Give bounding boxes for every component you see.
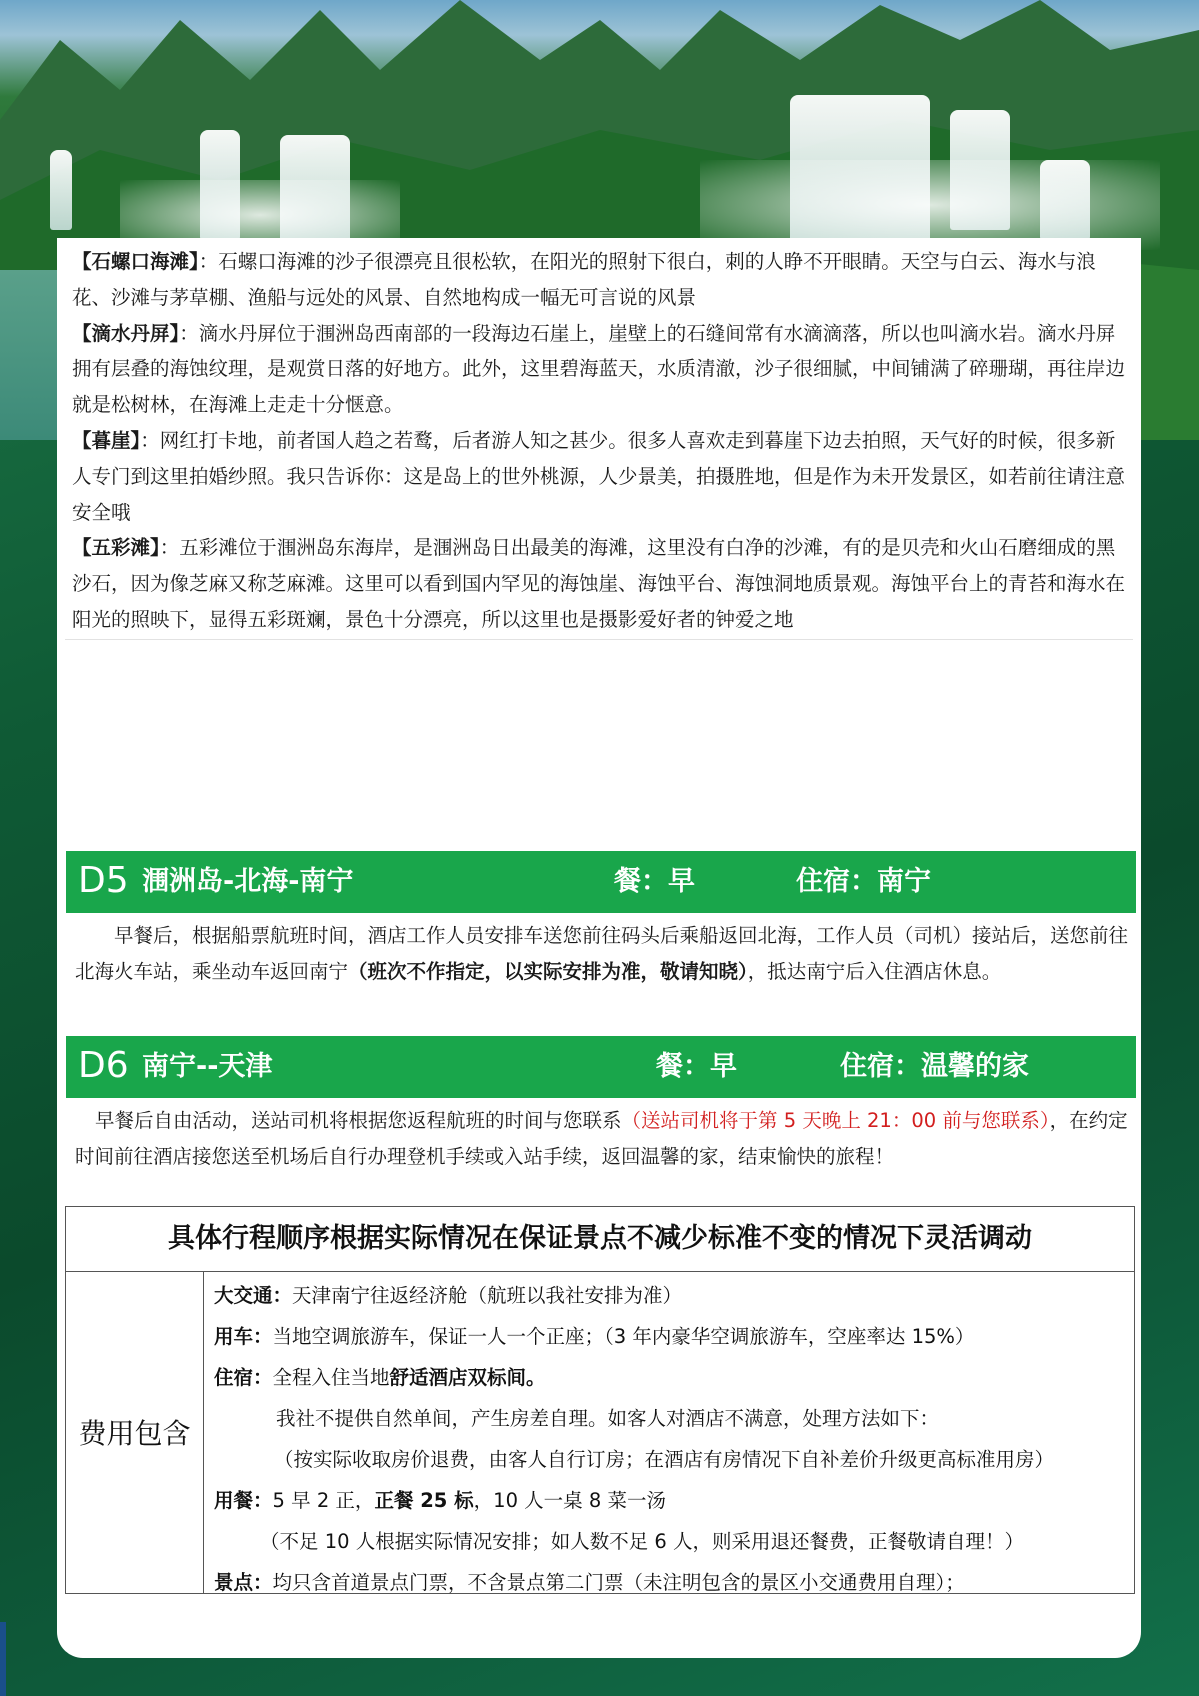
divider	[65, 639, 1133, 640]
attraction-descriptions	[72, 244, 1128, 638]
day-route: 涠洲岛-北海-南宁	[142, 866, 354, 897]
attraction-item: 【五彩滩】：五彩滩位于涠洲岛东海岸，是涠洲岛日出最美的海滩，这里没有白净的沙滩，有的是贝壳和火山石磨细成的黑沙石，因为像芝麻又称芝麻滩。这里可以看到国内罕见的海蚀崖、海蚀平台、海蚀洞地质景观。海蚀平台上的青苔和海水在阳光的照映下，显得五彩斑斓，景色十分漂亮，所以这里也是摄影爱好者的钟爱之地	[72, 536, 1126, 631]
fee-item: 用餐：5 早 2 正，正餐 25 标，10 人一桌 8 菜一汤	[214, 1489, 666, 1512]
waterfall	[50, 150, 72, 230]
day-number: D6	[78, 1045, 129, 1086]
attraction-item: 【滴水丹屏】：滴水丹屏位于涠洲岛西南部的一段海边石崖上，崖壁上的石缝间常有水滴滴落，所以也叫滴水岩。滴水丹屏拥有层叠的海蚀纹理，是观赏日落的好地方。此外，这里碧海蓝天，水质清澈，沙子很细腻，中间铺满了碎珊瑚，再往岸边就是松树林，在海滩上走走十分惬意。	[72, 321, 1126, 417]
table-header: 具体行程顺序根据实际情况在保证景点不减少标准不变的情况下灵活调动	[66, 1207, 1134, 1272]
day-route: 南宁--天津	[142, 1051, 273, 1082]
day-stay: 住宿：温馨的家	[840, 1051, 1029, 1082]
attraction-item: 【暮崖】：网红打卡地，前者国人趋之若鹜，后者游人知之甚少。很多人喜欢走到暮崖下边去拍照，天气好的时候，很多新人专门到这里拍婚纱照。我只告诉你：这是岛上的世外桃源，人少景美，拍摄胜地，但是作为未开发景区，如若前往请注意安全哦	[72, 428, 1126, 524]
day-description-d5: 早餐后，根据船票航班时间，酒店工作人员安排车送您前往码头后乘船返回北海，工作人员（司机）接站后，送您前往北海火车站，乘坐动车返回南宁（班次不作指定，以实际安排为准，敬请知晓），抵达南宁后入住酒店休息。	[75, 924, 1129, 983]
waterfall-mist	[700, 160, 1160, 250]
day-description-d6: 早餐后自由活动，送站司机将根据您返程航班的时间与您联系（送站司机将于第 5 天晚上 21：00 前与您联系），在约定时间前往酒店接您送至机场后自行办理登机手续或入站手续，返回温馨的家，结束愉快的旅程！	[75, 1109, 1128, 1168]
fee-note: 我社不提供自然单间，产生房差自理。如客人对酒店不满意，处理方法如下：	[276, 1407, 940, 1430]
itinerary-card	[57, 238, 1141, 1658]
fee-item: 住宿：全程入住当地舒适酒店双标间。	[214, 1366, 546, 1389]
day-meal: 餐：早	[656, 1051, 737, 1082]
day-header-d6	[66, 1036, 1136, 1098]
fee-item: 景点：均只含首道景点门票，不含景点第二门票（未注明包含的景区小交通费用自理）；	[214, 1571, 965, 1594]
fee-table	[65, 1206, 1135, 1594]
fee-note: （不足 10 人根据实际情况安排；如人数不足 6 人，则采用退还餐费，正餐敬请自理！）	[260, 1530, 1025, 1553]
fee-item: 用车：当地空调旅游车，保证一人一个正座；（3 年内豪华空调旅游车，空座率达 15%）	[214, 1325, 975, 1348]
attraction-item: 【石螺口海滩】：石螺口海滩的沙子很漂亮且很松软，在阳光的照射下很白，刺的人睁不开眼睛。天空与白云、海水与浪花、沙滩与茅草棚、渔船与远处的风景、自然地构成一幅无可言说的风景	[72, 250, 1096, 309]
fee-included-label: 费用包含	[66, 1271, 204, 1593]
fee-item: 大交通：天津南宁往返经济舱（航班以我社安排为准）	[214, 1284, 683, 1307]
fee-note: （按实际收取房价退费，由客人自行订房；在酒店有房情况下自补差价升级更高标准用房）	[274, 1448, 1055, 1471]
day-header-d5	[66, 851, 1136, 913]
fee-items	[214, 1275, 1124, 1603]
driver-contact-note: （送站司机将于第 5 天晚上 21：00 前与您联系）	[621, 1109, 1050, 1132]
day-stay: 住宿：南宁	[796, 866, 931, 897]
corner-accent	[0, 1622, 6, 1696]
day-number: D5	[78, 860, 129, 901]
day-meal: 餐：早	[614, 866, 695, 897]
